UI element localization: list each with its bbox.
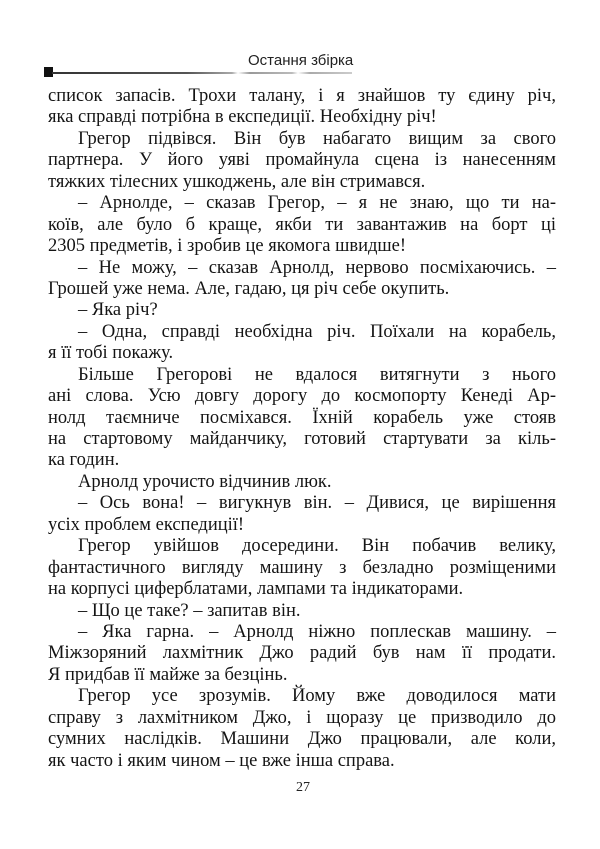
- text-line: Грегор підвівся. Він був набагато вищим за свого: [78, 128, 556, 149]
- text-line: Арнолд урочисто відчинив люк.: [78, 471, 332, 492]
- text-line: – Що це таке? – запитав він.: [78, 600, 301, 621]
- text-line: усіх проблем експедиції!: [48, 514, 245, 535]
- text-line: 2305 предметів, і зробив це якомога швидше!: [48, 236, 407, 257]
- text-line: Я придбав її майже за безцінь.: [48, 664, 288, 685]
- text-line: коїв, але було б краще, якби ти завантажив на борт ці: [48, 214, 556, 235]
- text-line: сумних наслідків. Машини Джо працювали, але коли,: [48, 729, 556, 750]
- text-line: – Одна, справді необхідна річ. Поїхали на корабель,: [78, 321, 556, 342]
- text-line: як часто і яким чином – це вже інша справа.: [48, 750, 395, 771]
- text-line: Міжзоряний лахмітник Джо радий був нам її продати.: [48, 643, 556, 664]
- text-line: список запасів. Трохи талану, і я знайшов ту єдину річ,: [48, 86, 556, 106]
- text-line: фантастичного вигляду машину з безладно розміщеними: [48, 557, 556, 578]
- body-text: [48, 86, 556, 772]
- text-line: на стартовому майданчику, готовий стартувати за кіль-: [48, 429, 556, 449]
- text-line: – Яка гарна. – Арнолд ніжно поплескав машину. –: [78, 621, 556, 642]
- text-line: справу з лахмітником Джо, і щоразу це призводило до: [48, 707, 556, 728]
- text-line: Грегор усе зрозумів. Йому вже доводилося мати: [78, 686, 556, 707]
- text-line: тяжких тілесних ушкоджень, але він стримався.: [48, 171, 426, 192]
- text-line: – Арнолде, – сказав Грегор, – я не знаю, що ти на-: [78, 193, 556, 214]
- text-line: на корпусі циферблатами, лампами та індикаторами.: [48, 579, 464, 600]
- text-line: Грегор увійшов досередини. Він побачив велику,: [78, 536, 556, 557]
- text-line: яка справді потрібна в експедиції. Необхідну річ!: [48, 107, 437, 128]
- text-line: – Ось вона! – вигукнув він. – Дивися, це вирішення: [78, 493, 556, 514]
- text-line: нолд таємниче посміхався. Їхній корабель уже стояв: [48, 407, 556, 428]
- header-rule: [52, 72, 352, 74]
- running-header: Остання збірка: [248, 52, 354, 69]
- page-number: 27: [296, 780, 310, 795]
- text-line: ка годин.: [48, 450, 120, 471]
- text-line: – Не можу, – сказав Арнолд, нервово посміхаючись. –: [78, 257, 556, 278]
- text-line: Більше Грегорові не вдалося витягнути з нього: [78, 364, 556, 385]
- text-line: – Яка річ?: [78, 300, 158, 321]
- text-line: я її тобі покажу.: [48, 343, 174, 364]
- text-line: ані слова. Усю довгу дорогу до космопорту Кенеді Ар-: [48, 386, 556, 407]
- text-line: партнера. У його уяві промайнула сцена із нанесенням: [48, 150, 556, 171]
- text-line: Грошей уже нема. Але, гадаю, ця річ себе окупить.: [48, 278, 450, 299]
